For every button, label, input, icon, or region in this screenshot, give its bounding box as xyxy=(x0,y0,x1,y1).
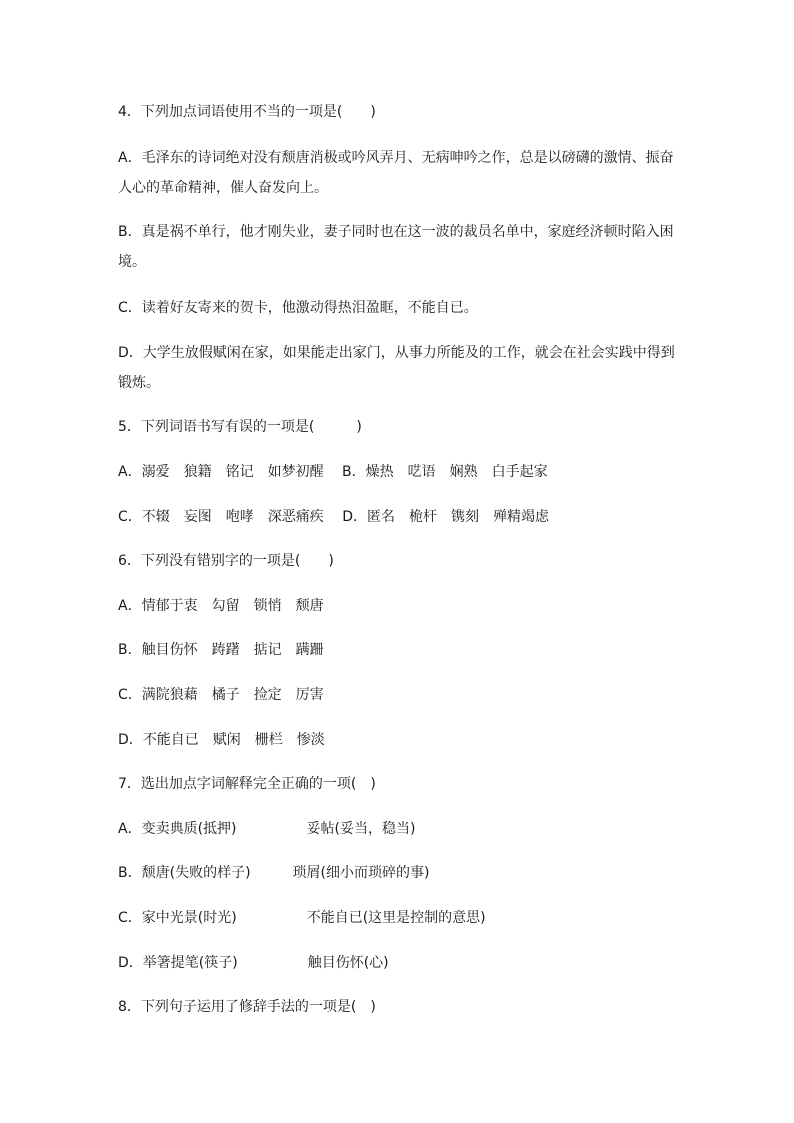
question-4-option-b-line-1: B．真是祸不单行，他才刚失业，妻子同时也在这一波的裁员名单中，家庭经济顿时陷入困 xyxy=(118,224,674,240)
question-7-stem: 7．选出加点字词解释完全正确的一项( ) xyxy=(118,776,376,792)
question-6-option-d: D．不能自已 赋闲 栅栏 惨淡 xyxy=(118,732,325,748)
question-4-option-b-line-2: 境。 xyxy=(118,254,146,270)
question-4-option-d-line-2: 锻炼。 xyxy=(118,375,160,391)
question-7-option-a: A．变卖典质(抵押) 妥帖(妥当，稳当) xyxy=(118,821,416,837)
question-7-option-b: B．颓唐(失败的样子) 琐屑(细小而琐碎的事) xyxy=(118,865,430,881)
question-6-option-b: B．触目伤怀 踌躇 掂记 蹒跚 xyxy=(118,642,324,658)
question-7-option-c: C．家中光景(时光) 不能自已(这里是控制的意思) xyxy=(118,910,486,926)
question-7-option-d: D．举箸提笔(筷子) 触目伤怀(心) xyxy=(118,955,389,971)
question-6-option-c: C．满院狼藉 橘子 捡定 厉害 xyxy=(118,687,324,703)
question-4-option-a-line-1: A．毛泽东的诗词绝对没有颓唐消极或吟风弄月、无病呻吟之作，总是以磅礴的激情、振奋 xyxy=(118,150,674,166)
question-5-options-cd: C．不辍 妄图 咆哮 深恶痛疾 D．匿名 桅杆 镌刻 殚精竭虑 xyxy=(118,509,550,525)
question-4-option-d-line-1: D．大学生放假赋闲在家，如果能走出家门，从事力所能及的工作，就会在社会实践中得到 xyxy=(118,345,675,361)
question-5-stem: 5．下列词语书写有误的一项是( ) xyxy=(118,419,362,435)
question-4-option-a-line-2: 人心的革命精神，催人奋发向上。 xyxy=(118,180,328,196)
question-6-stem: 6．下列没有错别字的一项是( ) xyxy=(118,553,334,569)
question-4-option-c: C．读着好友寄来的贺卡，他激动得热泪盈眶，不能自已。 xyxy=(118,300,478,316)
question-5-options-ab: A．溺爱 狼籍 铭记 如梦初醒 B．燥热 呓语 娴熟 白手起家 xyxy=(118,464,548,480)
question-4-stem: 4．下列加点词语使用不当的一项是( ) xyxy=(118,104,376,120)
question-6-option-a: A．情郁于衷 勾留 锁悄 颓唐 xyxy=(118,598,324,614)
question-8-stem: 8．下列句子运用了修辞手法的一项是( ) xyxy=(118,999,376,1015)
